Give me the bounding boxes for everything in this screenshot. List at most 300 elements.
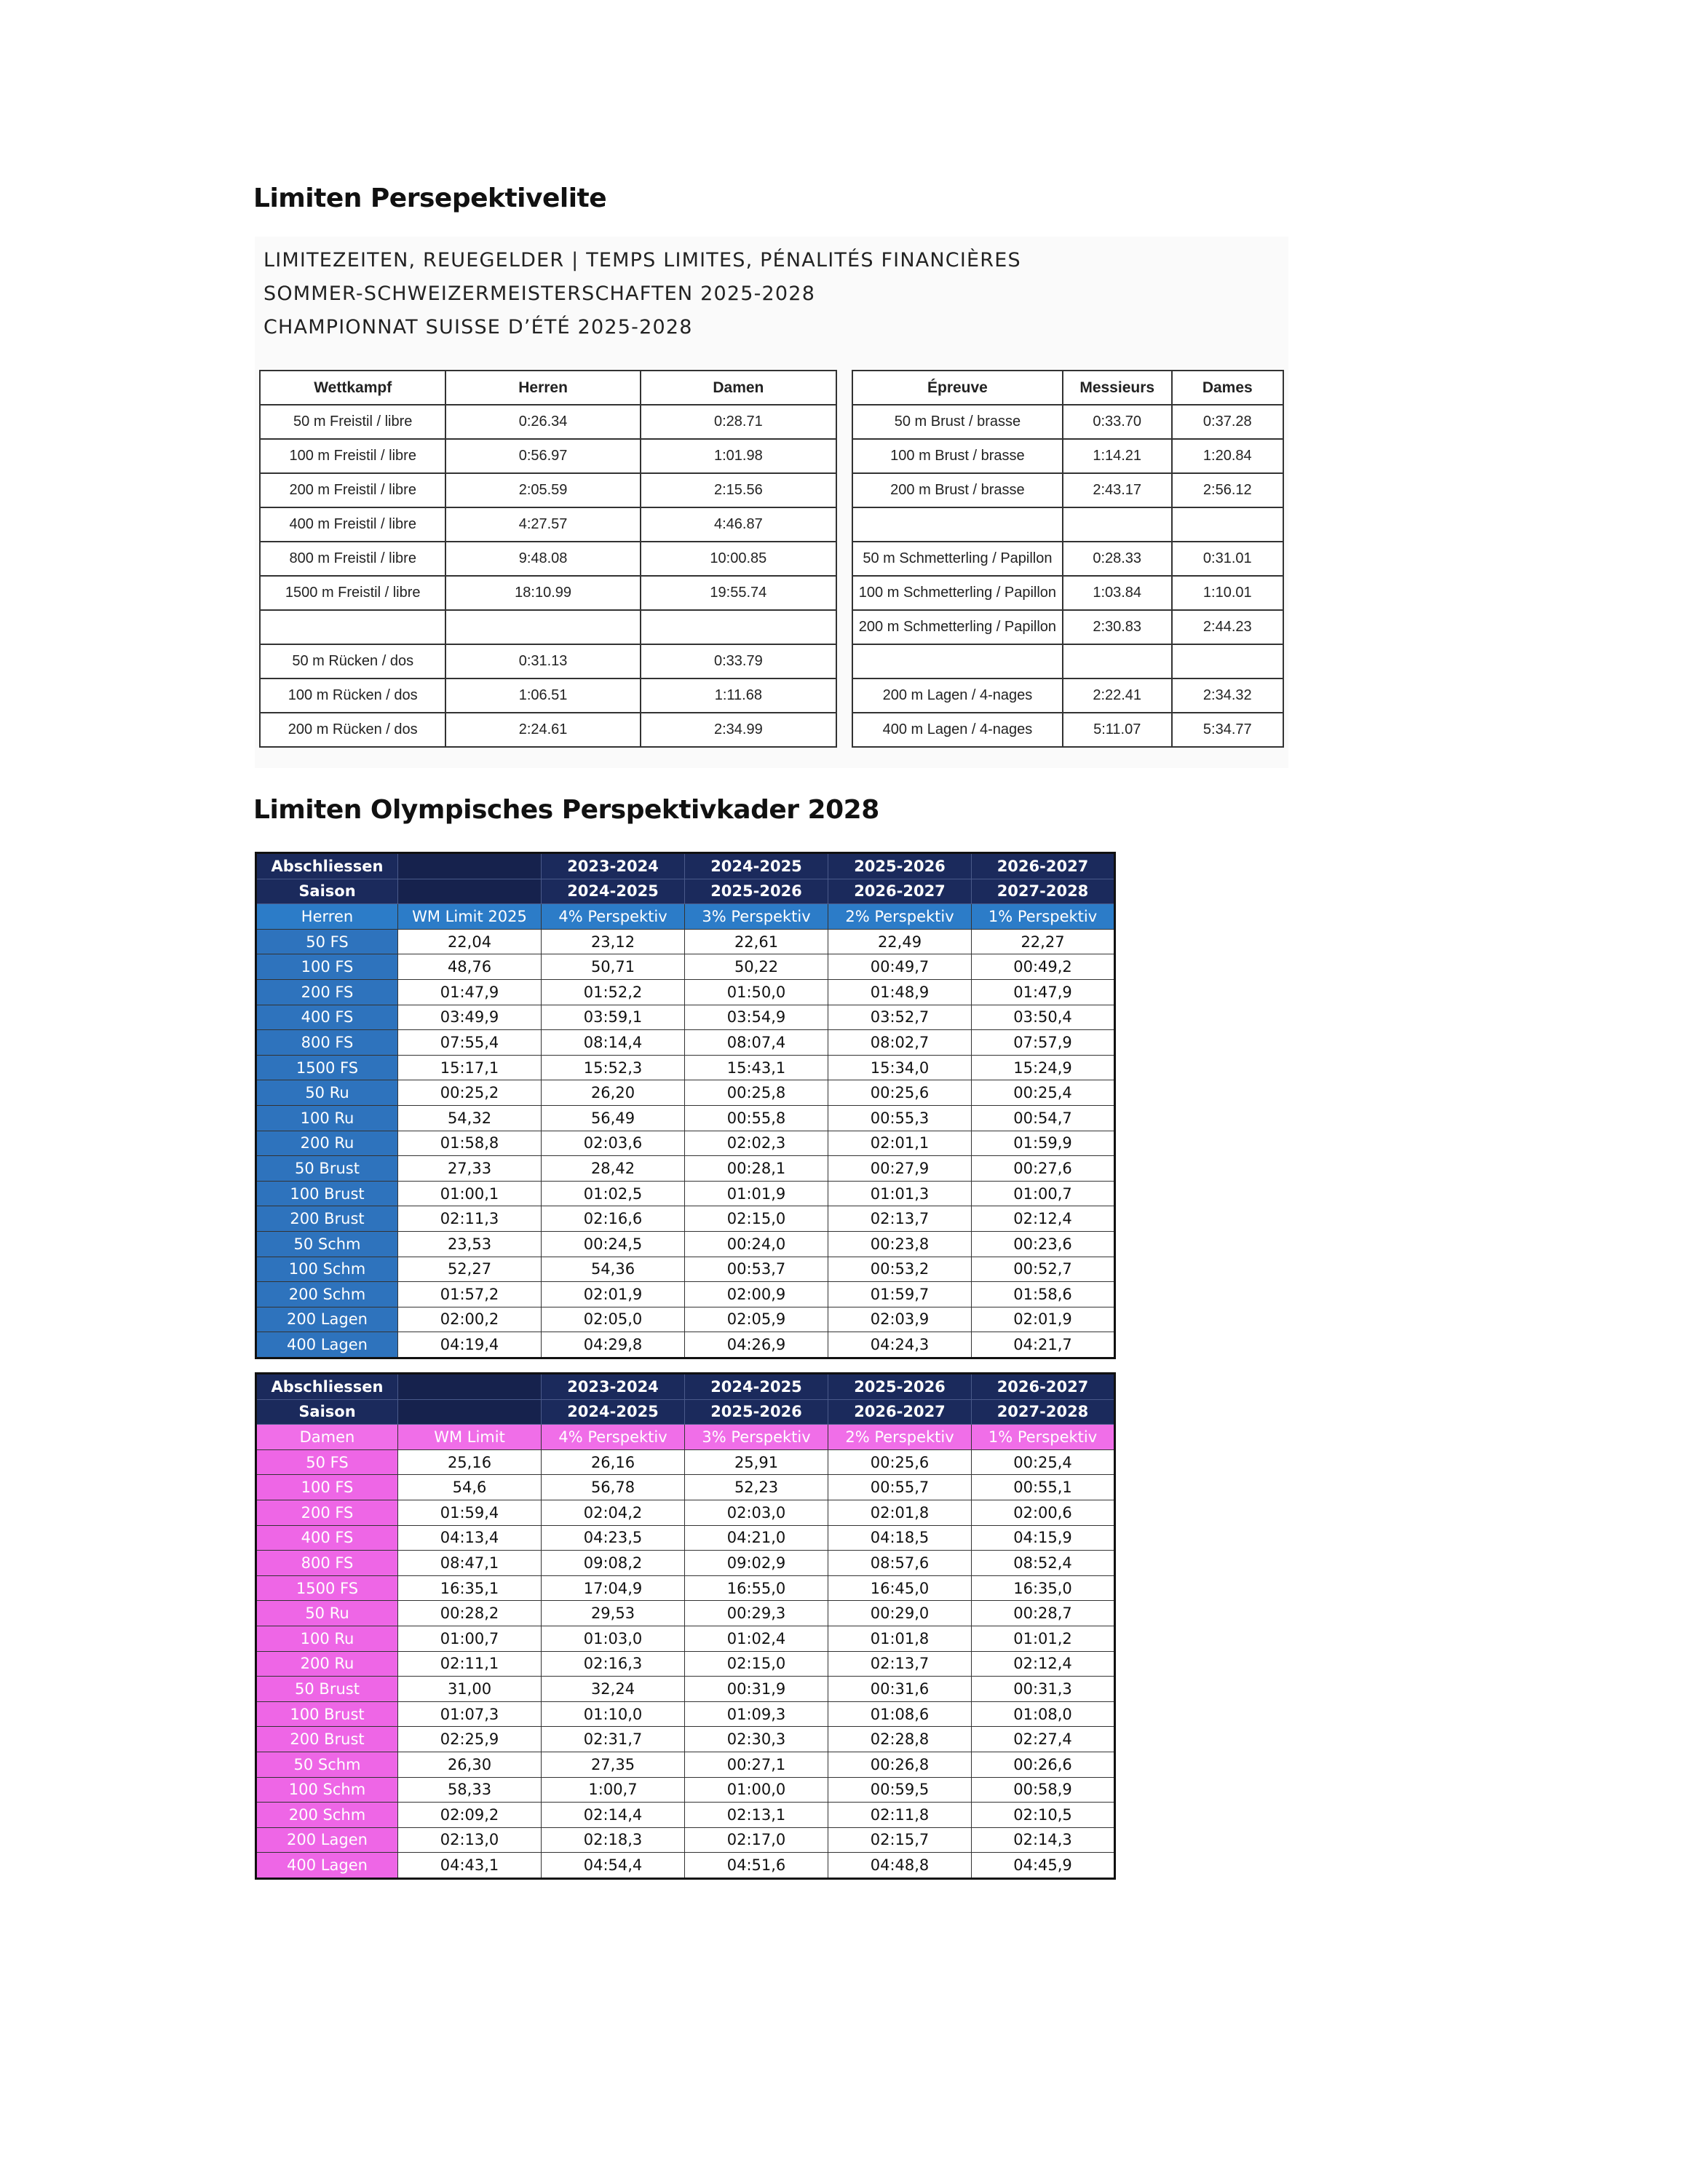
header-cell: 2027-2028 bbox=[972, 879, 1115, 904]
table-row bbox=[256, 1030, 1115, 1056]
time-cell: 04:21,0 bbox=[685, 1525, 828, 1551]
event-label-cell: 100 FS bbox=[256, 954, 398, 980]
event-label-cell: 100 Ru bbox=[256, 1626, 398, 1651]
event-label-cell: 50 FS bbox=[256, 1449, 398, 1475]
table-row bbox=[260, 473, 836, 507]
time-cell: 01:59,4 bbox=[398, 1500, 542, 1525]
table-row bbox=[256, 1575, 1115, 1601]
header-cell: 2024-2025 bbox=[685, 853, 828, 879]
time-cell: 02:13,1 bbox=[685, 1803, 828, 1828]
time-cell: 01:09,3 bbox=[685, 1701, 828, 1727]
time-cell: 10:00.85 bbox=[641, 542, 836, 576]
time-cell: 00:49,2 bbox=[972, 954, 1115, 980]
header-cell bbox=[398, 1399, 542, 1425]
time-cell: 50,71 bbox=[542, 954, 685, 980]
scanned-limit-table-image bbox=[255, 237, 1288, 768]
time-cell: 15:34,0 bbox=[828, 1055, 972, 1080]
time-cell: 26,20 bbox=[542, 1080, 685, 1106]
limit-table-left bbox=[259, 370, 837, 748]
time-cell: 0:33.70 bbox=[1063, 405, 1172, 439]
time-cell: 00:29,3 bbox=[685, 1601, 828, 1626]
header-cell: Herren bbox=[256, 904, 398, 930]
table-row bbox=[852, 439, 1283, 473]
table-row bbox=[256, 1332, 1115, 1358]
time-cell: 0:31.13 bbox=[445, 644, 640, 678]
time-cell: 00:55,8 bbox=[685, 1105, 828, 1131]
time-cell: 4:46.87 bbox=[641, 507, 836, 542]
time-cell: 02:12,4 bbox=[972, 1651, 1115, 1677]
time-cell: 0:56.97 bbox=[445, 439, 640, 473]
time-cell: 17:04,9 bbox=[542, 1575, 685, 1601]
time-cell: 08:52,4 bbox=[972, 1551, 1115, 1576]
table-row bbox=[852, 713, 1283, 747]
event-label-cell: 100 Brust bbox=[256, 1181, 398, 1206]
time-cell: 02:03,9 bbox=[828, 1307, 972, 1332]
table-row bbox=[256, 1551, 1115, 1576]
time-cell: 01:58,8 bbox=[398, 1131, 542, 1156]
event-label-cell: 1500 FS bbox=[256, 1055, 398, 1080]
event-label-cell: 800 FS bbox=[256, 1030, 398, 1056]
column-header: Wettkampf bbox=[260, 371, 445, 405]
event-cell: 50 m Rücken / dos bbox=[260, 644, 445, 678]
time-cell: 2:44.23 bbox=[1172, 610, 1283, 644]
time-cell: 15:52,3 bbox=[542, 1055, 685, 1080]
header-cell: Damen bbox=[256, 1425, 398, 1450]
time-cell: 00:28,1 bbox=[685, 1156, 828, 1182]
time-cell: 00:55,3 bbox=[828, 1105, 972, 1131]
time-cell: 01:48,9 bbox=[828, 979, 972, 1005]
event-label-cell: 400 Lagen bbox=[256, 1853, 398, 1879]
time-cell: 02:15,0 bbox=[685, 1206, 828, 1232]
header-cell: Saison bbox=[256, 1399, 398, 1425]
event-label-cell: 50 Ru bbox=[256, 1080, 398, 1106]
time-cell: 02:16,6 bbox=[542, 1206, 685, 1232]
time-cell: 01:00,1 bbox=[398, 1181, 542, 1206]
time-cell: 2:22.41 bbox=[1063, 678, 1172, 713]
scan-title-line-2: SOMMER-SCHWEIZERMEISTERSCHAFTEN 2025-2028 bbox=[263, 282, 816, 305]
time-cell: 2:05.59 bbox=[445, 473, 640, 507]
header-cell: 2025-2026 bbox=[685, 879, 828, 904]
time-cell: 04:19,4 bbox=[398, 1332, 542, 1358]
time-cell: 02:14,4 bbox=[542, 1803, 685, 1828]
time-cell: 00:55,1 bbox=[972, 1475, 1115, 1500]
time-cell: 02:16,3 bbox=[542, 1651, 685, 1677]
time-cell: 01:00,7 bbox=[398, 1626, 542, 1651]
table-row bbox=[260, 644, 836, 678]
time-cell: 02:12,4 bbox=[972, 1206, 1115, 1232]
event-label-cell: 50 Brust bbox=[256, 1156, 398, 1182]
heading-limiten-elite: Limiten Persepektivelite bbox=[253, 183, 607, 213]
table-row bbox=[256, 1601, 1115, 1626]
event-cell: 50 m Brust / brasse bbox=[852, 405, 1063, 439]
time-cell: 00:55,7 bbox=[828, 1475, 972, 1500]
time-cell: 02:00,2 bbox=[398, 1307, 542, 1332]
time-cell: 00:23,6 bbox=[972, 1231, 1115, 1257]
time-cell: 2:43.17 bbox=[1063, 473, 1172, 507]
event-label-cell: 400 FS bbox=[256, 1005, 398, 1030]
time-cell: 00:26,8 bbox=[828, 1752, 972, 1777]
time-cell: 02:30,3 bbox=[685, 1727, 828, 1752]
time-cell: 03:54,9 bbox=[685, 1005, 828, 1030]
table-row bbox=[256, 1525, 1115, 1551]
table-row bbox=[852, 576, 1283, 610]
header-row bbox=[260, 371, 836, 405]
time-cell: 01:01,3 bbox=[828, 1181, 972, 1206]
scan-header bbox=[263, 244, 1021, 344]
header-cell: 2023-2024 bbox=[542, 853, 685, 879]
time-cell: 52,23 bbox=[685, 1475, 828, 1500]
time-cell: 02:09,2 bbox=[398, 1803, 542, 1828]
event-label-cell: 200 Brust bbox=[256, 1206, 398, 1232]
time-cell: 09:08,2 bbox=[542, 1551, 685, 1576]
header-cell: 2025-2026 bbox=[828, 853, 972, 879]
header-cell: 1% Perspektiv bbox=[972, 1425, 1115, 1450]
table-row bbox=[256, 1105, 1115, 1131]
table-row bbox=[260, 507, 836, 542]
time-cell: 2:56.12 bbox=[1172, 473, 1283, 507]
time-cell: 02:03,6 bbox=[542, 1131, 685, 1156]
scan-title-line-3: CHAMPIONNAT SUISSE D’ÉTÉ 2025-2028 bbox=[263, 316, 693, 339]
time-cell: 04:26,9 bbox=[685, 1332, 828, 1358]
time-cell: 00:27,6 bbox=[972, 1156, 1115, 1182]
time-cell: 01:00,0 bbox=[685, 1777, 828, 1803]
table-row bbox=[256, 1005, 1115, 1030]
header-cell: 2024-2025 bbox=[542, 879, 685, 904]
time-cell: 00:25,4 bbox=[972, 1449, 1115, 1475]
event-cell: 50 m Schmetterling / Papillon bbox=[852, 542, 1063, 576]
time-cell: 00:25,6 bbox=[828, 1080, 972, 1106]
column-header-row bbox=[256, 1425, 1115, 1450]
time-cell: 15:43,1 bbox=[685, 1055, 828, 1080]
event-label-cell: 200 Ru bbox=[256, 1651, 398, 1677]
time-cell: 2:34.32 bbox=[1172, 678, 1283, 713]
event-label-cell: 200 Lagen bbox=[256, 1307, 398, 1332]
event-label-cell: 200 Schm bbox=[256, 1282, 398, 1307]
header-cell bbox=[398, 879, 542, 904]
event-cell: 50 m Freistil / libre bbox=[260, 405, 445, 439]
heading-limiten-olympic: Limiten Olympisches Perspektivkader 2028 bbox=[253, 795, 879, 825]
time-cell: 0:37.28 bbox=[1172, 405, 1283, 439]
table-row bbox=[256, 1206, 1115, 1232]
time-cell: 01:57,2 bbox=[398, 1282, 542, 1307]
time-cell: 29,53 bbox=[542, 1601, 685, 1626]
time-cell: 02:25,9 bbox=[398, 1727, 542, 1752]
time-cell: 1:01.98 bbox=[641, 439, 836, 473]
time-cell: 02:15,7 bbox=[828, 1827, 972, 1853]
time-cell: 9:48.08 bbox=[445, 542, 640, 576]
time-cell: 00:31,6 bbox=[828, 1677, 972, 1702]
table-row bbox=[852, 678, 1283, 713]
time-cell: 00:59,5 bbox=[828, 1777, 972, 1803]
time-cell: 08:02,7 bbox=[828, 1030, 972, 1056]
time-cell: 2:30.83 bbox=[1063, 610, 1172, 644]
table-row bbox=[260, 610, 836, 644]
column-header: Messieurs bbox=[1063, 371, 1172, 405]
event-cell bbox=[852, 507, 1063, 542]
time-cell: 00:25,8 bbox=[685, 1080, 828, 1106]
table-row bbox=[260, 576, 836, 610]
table-row bbox=[256, 1475, 1115, 1500]
column-header: Damen bbox=[641, 371, 836, 405]
time-cell: 23,53 bbox=[398, 1231, 542, 1257]
table-row bbox=[852, 610, 1283, 644]
table-row bbox=[256, 1752, 1115, 1777]
time-cell: 23,12 bbox=[542, 929, 685, 954]
time-cell: 02:05,0 bbox=[542, 1307, 685, 1332]
time-cell: 22,04 bbox=[398, 929, 542, 954]
header-cell: 2% Perspektiv bbox=[828, 1425, 972, 1450]
header-cell: Abschliessen bbox=[256, 1374, 398, 1400]
column-header: Épreuve bbox=[852, 371, 1063, 405]
time-cell: 00:54,7 bbox=[972, 1105, 1115, 1131]
time-cell: 0:28.33 bbox=[1063, 542, 1172, 576]
time-cell: 07:57,9 bbox=[972, 1030, 1115, 1056]
event-label-cell: 50 Brust bbox=[256, 1677, 398, 1702]
event-cell: 100 m Schmetterling / Papillon bbox=[852, 576, 1063, 610]
header-cell: WM Limit bbox=[398, 1425, 542, 1450]
time-cell: 1:10.01 bbox=[1172, 576, 1283, 610]
time-cell: 08:14,4 bbox=[542, 1030, 685, 1056]
time-cell: 1:06.51 bbox=[445, 678, 640, 713]
time-cell: 01:08,0 bbox=[972, 1701, 1115, 1727]
event-label-cell: 200 Schm bbox=[256, 1803, 398, 1828]
time-cell: 54,6 bbox=[398, 1475, 542, 1500]
event-label-cell: 50 Schm bbox=[256, 1752, 398, 1777]
time-cell: 02:03,0 bbox=[685, 1500, 828, 1525]
olympic-table-herren bbox=[255, 852, 1116, 1359]
time-cell: 01:52,2 bbox=[542, 979, 685, 1005]
time-cell: 01:10,0 bbox=[542, 1701, 685, 1727]
time-cell: 00:53,2 bbox=[828, 1257, 972, 1282]
abschliessen-row bbox=[256, 1374, 1115, 1400]
header-cell: 2023-2024 bbox=[542, 1374, 685, 1400]
header-cell: 2025-2026 bbox=[828, 1374, 972, 1400]
table-row bbox=[256, 1651, 1115, 1677]
table-row bbox=[256, 1626, 1115, 1651]
time-cell: 00:23,8 bbox=[828, 1231, 972, 1257]
table-row bbox=[260, 542, 836, 576]
event-label-cell: 200 FS bbox=[256, 1500, 398, 1525]
event-label-cell: 400 Lagen bbox=[256, 1332, 398, 1358]
time-cell: 27,33 bbox=[398, 1156, 542, 1182]
time-cell: 16:35,0 bbox=[972, 1575, 1115, 1601]
time-cell: 0:33.79 bbox=[641, 644, 836, 678]
time-cell: 28,42 bbox=[542, 1156, 685, 1182]
time-cell: 03:50,4 bbox=[972, 1005, 1115, 1030]
header-cell: 2027-2028 bbox=[972, 1399, 1115, 1425]
table-row bbox=[260, 678, 836, 713]
time-cell: 04:29,8 bbox=[542, 1332, 685, 1358]
time-cell: 00:58,9 bbox=[972, 1777, 1115, 1803]
time-cell: 02:18,3 bbox=[542, 1827, 685, 1853]
event-cell: 100 m Rücken / dos bbox=[260, 678, 445, 713]
time-cell: 01:47,9 bbox=[972, 979, 1115, 1005]
time-cell: 02:01,1 bbox=[828, 1131, 972, 1156]
time-cell: 01:59,7 bbox=[828, 1282, 972, 1307]
time-cell: 1:14.21 bbox=[1063, 439, 1172, 473]
time-cell: 00:28,2 bbox=[398, 1601, 542, 1626]
time-cell: 00:29,0 bbox=[828, 1601, 972, 1626]
time-cell: 01:59,9 bbox=[972, 1131, 1115, 1156]
saison-row bbox=[256, 879, 1115, 904]
event-cell bbox=[260, 610, 445, 644]
time-cell: 27,35 bbox=[542, 1752, 685, 1777]
header-cell: 2024-2025 bbox=[542, 1399, 685, 1425]
time-cell: 15:24,9 bbox=[972, 1055, 1115, 1080]
limit-table-right bbox=[852, 370, 1284, 748]
table-row bbox=[256, 1853, 1115, 1879]
time-cell: 1:20.84 bbox=[1172, 439, 1283, 473]
time-cell: 02:10,5 bbox=[972, 1803, 1115, 1828]
header-cell bbox=[398, 853, 542, 879]
time-cell bbox=[1063, 644, 1172, 678]
time-cell: 00:24,5 bbox=[542, 1231, 685, 1257]
time-cell: 02:11,8 bbox=[828, 1803, 972, 1828]
event-label-cell: 200 Ru bbox=[256, 1131, 398, 1156]
time-cell: 01:02,4 bbox=[685, 1626, 828, 1651]
time-cell: 09:02,9 bbox=[685, 1551, 828, 1576]
time-cell: 4:27.57 bbox=[445, 507, 640, 542]
event-label-cell: 100 Schm bbox=[256, 1777, 398, 1803]
time-cell: 01:07,3 bbox=[398, 1701, 542, 1727]
time-cell: 54,36 bbox=[542, 1257, 685, 1282]
header-cell: 2026-2027 bbox=[972, 1374, 1115, 1400]
header-cell: 4% Perspektiv bbox=[542, 904, 685, 930]
event-label-cell: 200 FS bbox=[256, 979, 398, 1005]
time-cell: 02:04,2 bbox=[542, 1500, 685, 1525]
time-cell: 02:27,4 bbox=[972, 1727, 1115, 1752]
event-cell: 200 m Rücken / dos bbox=[260, 713, 445, 747]
event-cell: 200 m Brust / brasse bbox=[852, 473, 1063, 507]
time-cell: 00:25,6 bbox=[828, 1449, 972, 1475]
time-cell: 31,00 bbox=[398, 1677, 542, 1702]
time-cell: 04:21,7 bbox=[972, 1332, 1115, 1358]
time-cell: 03:49,9 bbox=[398, 1005, 542, 1030]
time-cell: 19:55.74 bbox=[641, 576, 836, 610]
time-cell: 0:26.34 bbox=[445, 405, 640, 439]
time-cell: 04:15,9 bbox=[972, 1525, 1115, 1551]
time-cell: 00:31,9 bbox=[685, 1677, 828, 1702]
time-cell: 04:24,3 bbox=[828, 1332, 972, 1358]
header-cell: 3% Perspektiv bbox=[685, 1425, 828, 1450]
time-cell bbox=[1172, 507, 1283, 542]
time-cell: 04:18,5 bbox=[828, 1525, 972, 1551]
time-cell: 2:24.61 bbox=[445, 713, 640, 747]
time-cell: 15:17,1 bbox=[398, 1055, 542, 1080]
table-row bbox=[256, 1282, 1115, 1307]
table-row bbox=[256, 1777, 1115, 1803]
time-cell: 1:00,7 bbox=[542, 1777, 685, 1803]
time-cell: 50,22 bbox=[685, 954, 828, 980]
header-cell: Abschliessen bbox=[256, 853, 398, 879]
table-row bbox=[256, 1156, 1115, 1182]
event-label-cell: 100 Brust bbox=[256, 1701, 398, 1727]
header-cell: 2% Perspektiv bbox=[828, 904, 972, 930]
time-cell: 32,24 bbox=[542, 1677, 685, 1702]
event-cell: 100 m Brust / brasse bbox=[852, 439, 1063, 473]
time-cell: 01:03,0 bbox=[542, 1626, 685, 1651]
table-row bbox=[256, 1080, 1115, 1106]
time-cell bbox=[1063, 507, 1172, 542]
time-cell: 00:28,7 bbox=[972, 1601, 1115, 1626]
table-row bbox=[256, 1449, 1115, 1475]
time-cell: 16:45,0 bbox=[828, 1575, 972, 1601]
column-header: Dames bbox=[1172, 371, 1283, 405]
column-header-row bbox=[256, 904, 1115, 930]
event-cell: 100 m Freistil / libre bbox=[260, 439, 445, 473]
header-cell: 2026-2027 bbox=[828, 879, 972, 904]
time-cell: 56,78 bbox=[542, 1475, 685, 1500]
time-cell: 02:02,3 bbox=[685, 1131, 828, 1156]
event-cell: 400 m Freistil / libre bbox=[260, 507, 445, 542]
time-cell: 00:24,0 bbox=[685, 1231, 828, 1257]
table-row bbox=[256, 1827, 1115, 1853]
header-cell: 2026-2027 bbox=[828, 1399, 972, 1425]
time-cell: 1:03.84 bbox=[1063, 576, 1172, 610]
table-row bbox=[256, 1727, 1115, 1752]
event-label-cell: 800 FS bbox=[256, 1551, 398, 1576]
header-cell: 2025-2026 bbox=[685, 1399, 828, 1425]
time-cell bbox=[1172, 644, 1283, 678]
time-cell: 02:11,1 bbox=[398, 1651, 542, 1677]
time-cell: 18:10.99 bbox=[445, 576, 640, 610]
time-cell: 58,33 bbox=[398, 1777, 542, 1803]
table-row bbox=[256, 1677, 1115, 1702]
time-cell: 00:26,6 bbox=[972, 1752, 1115, 1777]
time-cell: 02:31,7 bbox=[542, 1727, 685, 1752]
table-row bbox=[256, 1257, 1115, 1282]
header-cell: WM Limit 2025 bbox=[398, 904, 542, 930]
time-cell: 02:17,0 bbox=[685, 1827, 828, 1853]
event-cell: 200 m Schmetterling / Papillon bbox=[852, 610, 1063, 644]
time-cell: 25,91 bbox=[685, 1449, 828, 1475]
header-row bbox=[852, 371, 1283, 405]
time-cell: 00:52,7 bbox=[972, 1257, 1115, 1282]
time-cell: 00:53,7 bbox=[685, 1257, 828, 1282]
event-label-cell: 100 Schm bbox=[256, 1257, 398, 1282]
table-row bbox=[256, 1307, 1115, 1332]
time-cell: 22,27 bbox=[972, 929, 1115, 954]
header-cell: 3% Perspektiv bbox=[685, 904, 828, 930]
time-cell: 01:08,6 bbox=[828, 1701, 972, 1727]
time-cell: 22,49 bbox=[828, 929, 972, 954]
header-cell: 1% Perspektiv bbox=[972, 904, 1115, 930]
time-cell: 04:51,6 bbox=[685, 1853, 828, 1879]
table-row bbox=[852, 473, 1283, 507]
table-row bbox=[256, 1803, 1115, 1828]
time-cell: 26,30 bbox=[398, 1752, 542, 1777]
time-cell: 2:34.99 bbox=[641, 713, 836, 747]
time-cell: 02:13,7 bbox=[828, 1206, 972, 1232]
event-cell: 200 m Lagen / 4-nages bbox=[852, 678, 1063, 713]
time-cell: 0:28.71 bbox=[641, 405, 836, 439]
event-cell bbox=[852, 644, 1063, 678]
table-row bbox=[256, 979, 1115, 1005]
table-row bbox=[256, 1181, 1115, 1206]
time-cell: 26,16 bbox=[542, 1449, 685, 1475]
table-row bbox=[256, 1231, 1115, 1257]
time-cell: 02:05,9 bbox=[685, 1307, 828, 1332]
time-cell: 1:11.68 bbox=[641, 678, 836, 713]
event-cell: 800 m Freistil / libre bbox=[260, 542, 445, 576]
event-cell: 1500 m Freistil / libre bbox=[260, 576, 445, 610]
time-cell: 08:07,4 bbox=[685, 1030, 828, 1056]
event-label-cell: 1500 FS bbox=[256, 1575, 398, 1601]
header-cell bbox=[398, 1374, 542, 1400]
time-cell: 00:25,2 bbox=[398, 1080, 542, 1106]
table-row bbox=[852, 644, 1283, 678]
time-cell: 02:00,6 bbox=[972, 1500, 1115, 1525]
